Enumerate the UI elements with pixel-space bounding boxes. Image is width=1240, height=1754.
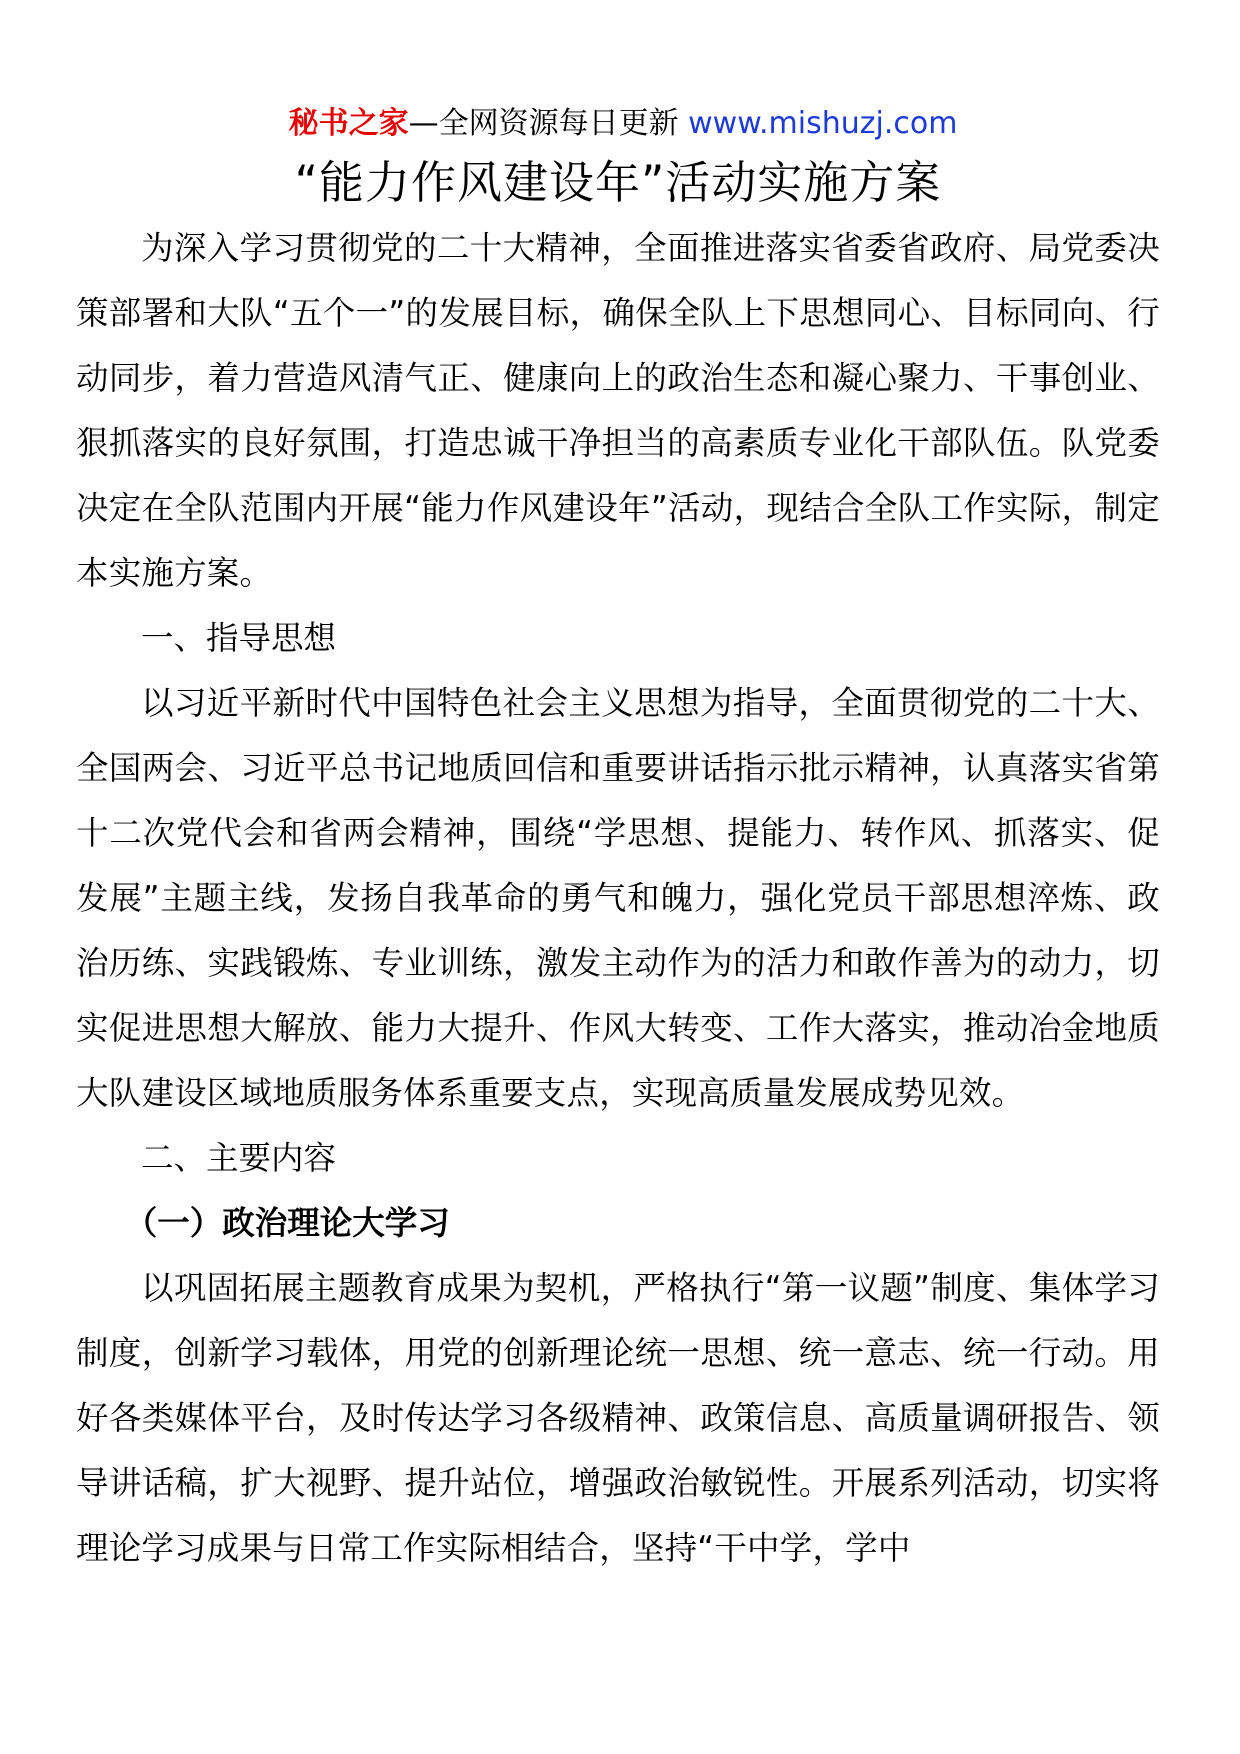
guiding-ideology-paragraph: 以习近平新时代中国特色社会主义思想为指导，全面贯彻党的二十大、全国两会、习近平总书记地质回信和重要讲话指示批示精神，认真落实省第十二次党代会和省两会精神，围绕“学思想、提能力、转作风、抓落实、促发展”主题主线，发扬自我革命的勇气和魄力，强化党员干部思想淬炼、政治历练、实践锻炼、专业训练，激发主动作为的活力和敢作善为的动力，切实促进思想大解放、能力大提升、作风大转变、工作大落实，推动冶金地质大队建设区域地质服务体系重要支点，实现高质量发展成势见效。 [76, 684, 1160, 1112]
site-url[interactable]: www.mishuzj.com [688, 106, 958, 141]
subsection-heading-political-theory: （一）政治理论大学习 [124, 1204, 450, 1242]
document-title: “能力作风建设年”活动实施方案 [294, 156, 942, 209]
header-tagline: —全网资源每日更新 [408, 106, 689, 141]
intro-paragraph: 为深入学习贯彻党的二十大精神，全面推进落实省委省政府、局党委决策部署和大队“五个一”的发展目标，确保全队上下思想同心、目标同向、行动同步，着力营造风清气正、健康向上的政治生态和凝心聚力、干事创业、狠抓落实的良好氛围，打造忠诚干净担当的高素质专业化干部队伍。队党委决定在全队范围内开展“能力作风建设年”活动，现结合全队工作实际，制定本实施方案。 [76, 229, 1160, 592]
section-heading-main-content: 二、主要内容 [141, 1139, 337, 1177]
site-header [86, 100, 1160, 148]
brand-name: 秘书之家 [288, 106, 409, 141]
section-heading-guiding-ideology: 一、指导思想 [141, 619, 337, 657]
political-theory-paragraph: 以巩固拓展主题教育成果为契机，严格执行“第一议题”制度、集体学习制度，创新学习载体，用党的创新理论统一思想、统一意志、统一行动。用好各类媒体平台，及时传达学习各级精神、政策信息、高质量调研报告、领导讲话稿，扩大视野、提升站位，增强政治敏锐性。开展系列活动，切实将理论学习成果与日常工作实际相结合，坚持“干中学，学中 [76, 1269, 1160, 1567]
